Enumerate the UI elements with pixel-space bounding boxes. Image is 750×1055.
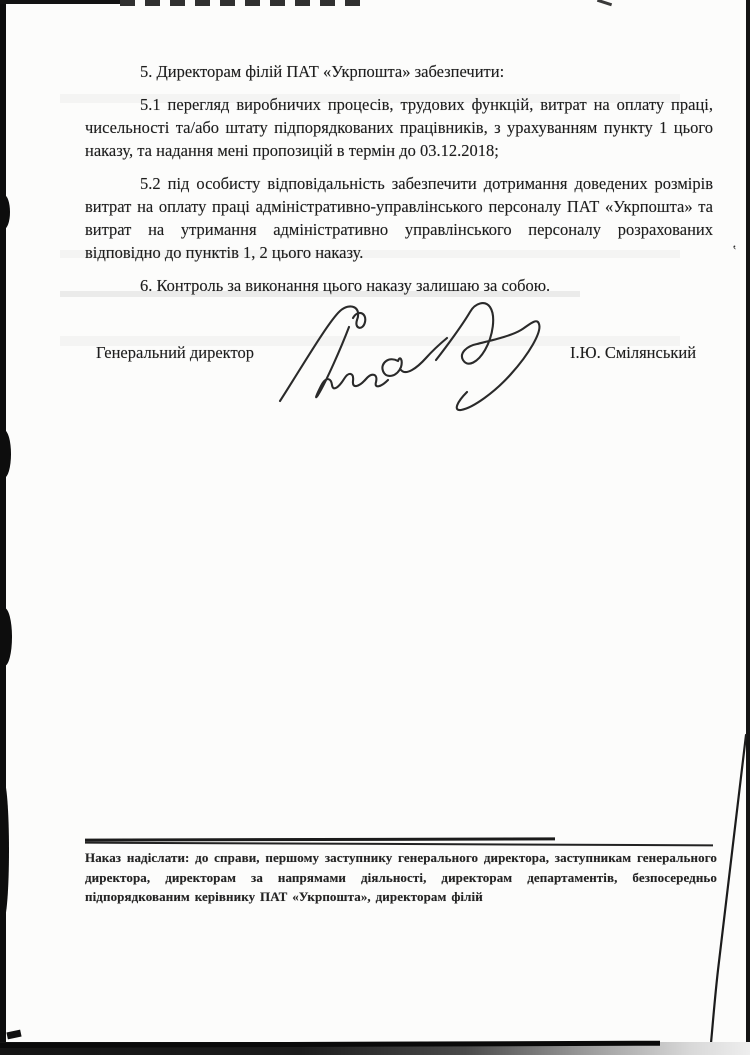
paragraph-5-1: 5.1 перегляд виробничих процесів, трудових функцій, витрат на оплату праці, чисельності та/або штату підпорядкованих працівників, з урахуванням пункту 1 цього наказу, та надання мені пропозицій в термін до 03.12.2018; <box>85 95 713 160</box>
scan-blob <box>0 430 11 478</box>
distribution-note: Наказ надіслати: до справи, першому заступнику генерального директора, заступникам генерального директора, директорам за напрямами діяльності, директорам департаментів, безпосередньо підпорядкованим керівнику ПАТ «Укрпошта», директорам філій <box>85 850 717 904</box>
scan-speck <box>597 0 612 6</box>
signer-name: І.Ю. Смілянський <box>570 343 697 362</box>
cutoff-text-fragments <box>120 0 365 6</box>
scan-speck <box>6 1030 21 1040</box>
separator-line <box>85 842 713 847</box>
paragraph-5: 5. Директорам філій ПАТ «Укрпошта» забезпечити: <box>140 62 505 81</box>
paragraph-6: 6. Контроль за виконання цього наказу залишаю за собою. <box>140 276 551 295</box>
document-body <box>85 60 713 307</box>
scan-blob <box>0 608 12 666</box>
scan-edge-top <box>0 0 120 4</box>
signer-role-label: Генеральний директор <box>96 343 254 362</box>
scan-speck: ‛ <box>732 243 737 259</box>
signature-image <box>270 298 550 413</box>
signature-block <box>0 298 750 413</box>
scan-blob <box>0 780 9 920</box>
footer-distribution <box>85 836 717 907</box>
scan-blob <box>0 195 10 229</box>
paragraph-5-2: 5.2 під особисту відповідальність забезпечити дотримання доведених розмірів витрат на оплату праці адміністративно-управлінського персоналу ПАТ «Укрпошта» та витрат на утримання адміністративно управлінського персоналу розрахованих відповідно до пунктів 1, 2 цього наказу. <box>85 174 713 262</box>
page-curl-line <box>700 725 750 1055</box>
